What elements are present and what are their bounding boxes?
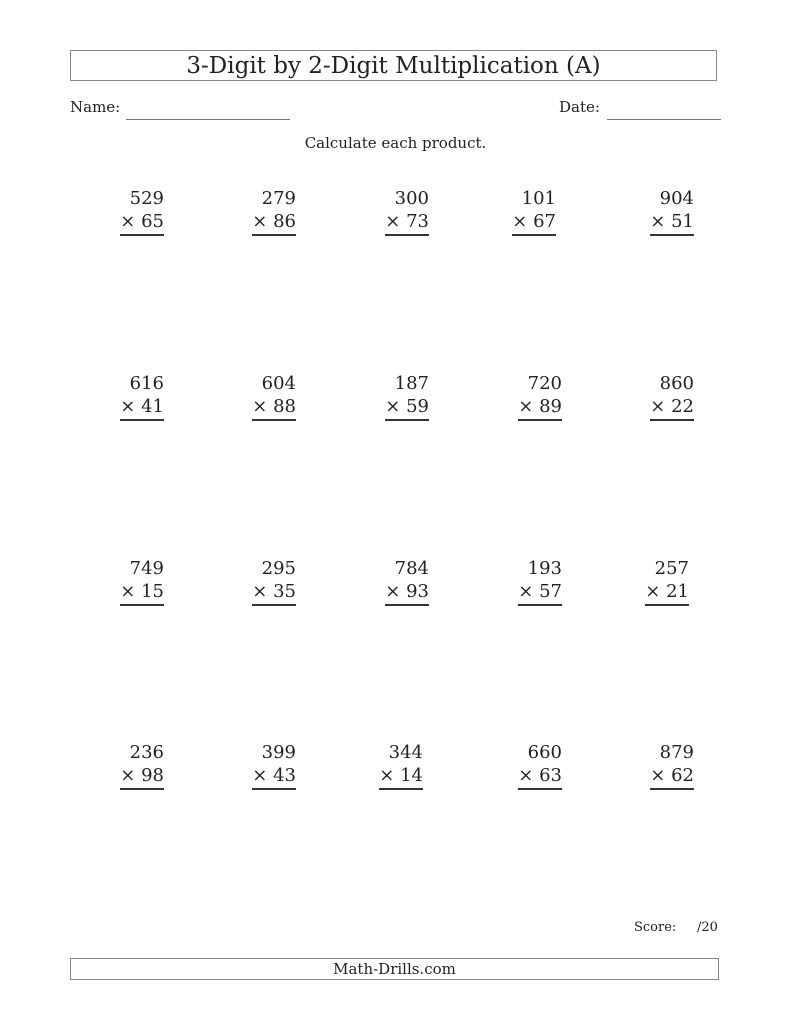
problem-12	[216, 557, 296, 606]
multiplicand: 860	[659, 373, 694, 394]
problem-3	[349, 187, 429, 236]
problem-16	[84, 741, 164, 790]
multiplicand: 660	[527, 742, 562, 763]
multiplier: × 15	[120, 580, 164, 606]
problem-15	[609, 557, 689, 606]
problem-9	[482, 372, 562, 421]
multiplicand: 879	[659, 742, 694, 763]
footer-box	[70, 958, 719, 980]
name-label: Name:	[70, 98, 121, 116]
score-total: /20	[697, 920, 718, 935]
multiplier: × 89	[518, 395, 562, 421]
multiplicand: 604	[261, 373, 296, 394]
multiplier: × 73	[385, 210, 429, 236]
multiplicand: 616	[129, 373, 164, 394]
problem-4	[476, 187, 556, 236]
multiplier: × 22	[650, 395, 694, 421]
score-label: Score:	[634, 920, 677, 935]
multiplicand: 749	[129, 558, 164, 579]
multiplier: × 51	[650, 210, 694, 236]
multiplicand: 399	[261, 742, 296, 763]
multiplier: × 67	[512, 210, 556, 236]
multiplicand: 236	[129, 742, 164, 763]
multiplicand: 344	[388, 742, 423, 763]
multiplier: × 65	[120, 210, 164, 236]
date-label: Date:	[559, 98, 600, 116]
multiplier: × 86	[252, 210, 296, 236]
multiplicand: 187	[394, 373, 429, 394]
page-title: 3-Digit by 2-Digit Multiplication (A)	[186, 52, 601, 79]
multiplier: × 59	[385, 395, 429, 421]
multiplicand: 300	[394, 188, 429, 209]
multiplier: × 98	[120, 764, 164, 790]
footer-site: Math-Drills.com	[333, 960, 456, 978]
problem-1	[84, 187, 164, 236]
multiplier: × 35	[252, 580, 296, 606]
problem-13	[349, 557, 429, 606]
problem-17	[216, 741, 296, 790]
multiplier: × 93	[385, 580, 429, 606]
problem-6	[84, 372, 164, 421]
title-box	[70, 50, 717, 81]
multiplier: × 14	[379, 764, 423, 790]
multiplicand: 257	[654, 558, 689, 579]
multiplier: × 21	[645, 580, 689, 606]
multiplicand: 529	[129, 188, 164, 209]
problem-2	[216, 187, 296, 236]
problem-5	[614, 187, 694, 236]
problem-18	[343, 741, 423, 790]
multiplicand: 295	[261, 558, 296, 579]
problem-7	[216, 372, 296, 421]
multiplier: × 88	[252, 395, 296, 421]
problem-11	[84, 557, 164, 606]
multiplicand: 784	[394, 558, 429, 579]
multiplicand: 101	[521, 188, 556, 209]
multiplier: × 41	[120, 395, 164, 421]
multiplicand: 904	[659, 188, 694, 209]
multiplier: × 63	[518, 764, 562, 790]
multiplicand: 193	[527, 558, 562, 579]
multiplicand: 279	[261, 188, 296, 209]
instructions: Calculate each product.	[304, 134, 487, 152]
problem-19	[482, 741, 562, 790]
problem-14	[482, 557, 562, 606]
multiplier: × 57	[518, 580, 562, 606]
name-blank-line[interactable]	[126, 119, 290, 120]
date-blank-line[interactable]	[607, 119, 721, 120]
problem-10	[614, 372, 694, 421]
multiplier: × 43	[252, 764, 296, 790]
problem-20	[614, 741, 694, 790]
problem-8	[349, 372, 429, 421]
multiplier: × 62	[650, 764, 694, 790]
multiplicand: 720	[527, 373, 562, 394]
